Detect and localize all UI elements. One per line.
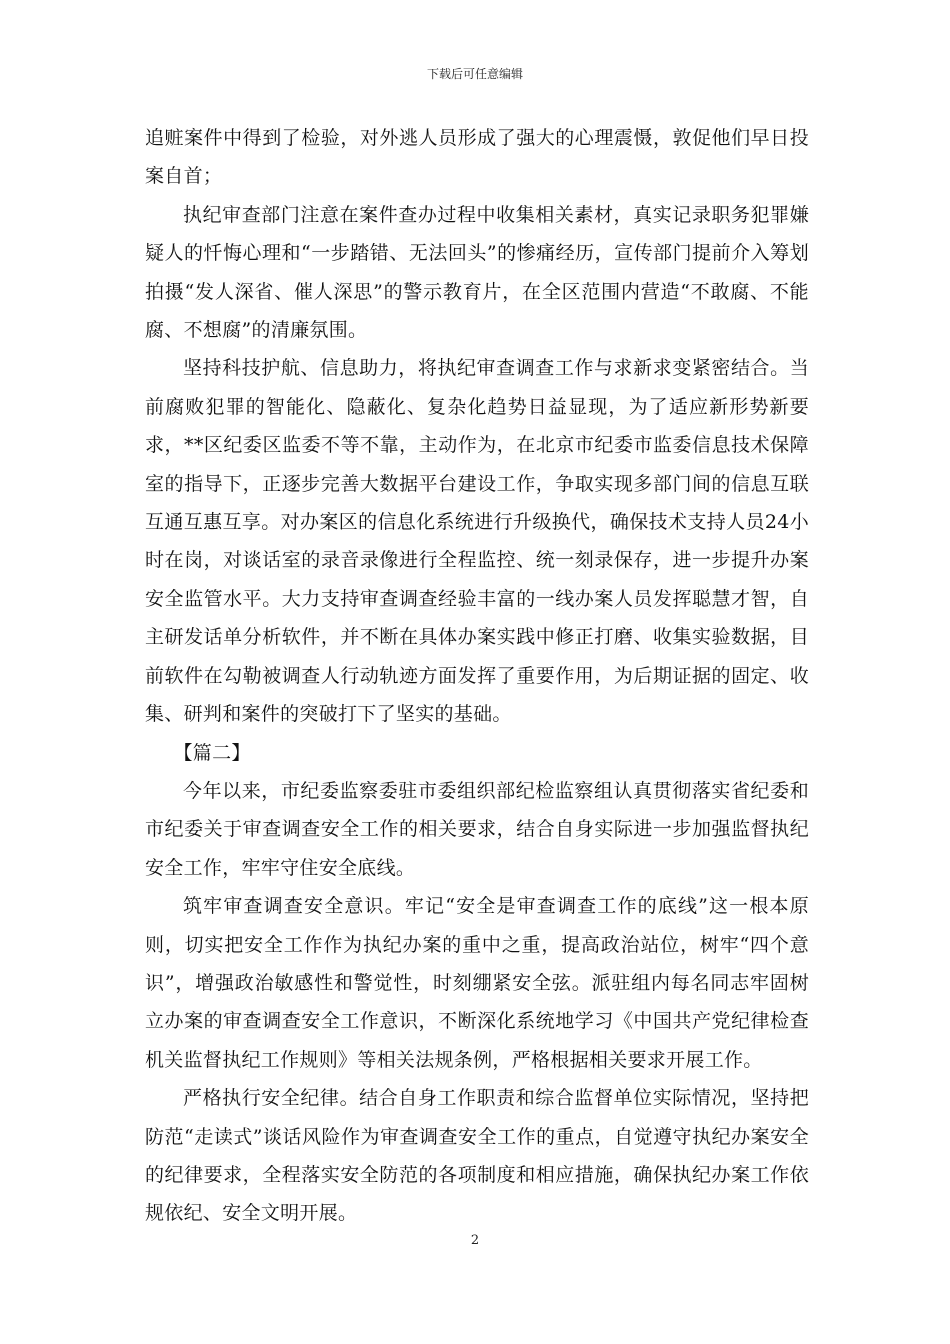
paragraph-safety-discipline: 严格执行安全纪律。结合自身工作职责和综合监督单位实际情况，坚持把防范“走读式”谈话风险作为审查调查安全工作的重点，自觉遵守执纪办案安全的纪律要求，全程落实安全防范的各项制度和相应措施，确保执纪办案工作依规依纪、安全文明开展。 <box>145 1087 809 1225</box>
paragraph-intro-part-two: 今年以来，市纪委监察委驻市委组织部纪检监察组认真贯彻落实省纪委和市纪委关于审查调查安全工作的相关要求，结合自身实际进一步加强监督执纪安全工作，牢牢守住安全底线。 <box>145 779 809 879</box>
section-title-part-two: 【篇二】 <box>173 741 251 764</box>
page-header: 下载后可任意编辑 <box>426 67 523 81</box>
paragraph-warning-education: 执纪审查部门注意在案件查办过程中收集相关素材，真实记录职务犯罪嫌疑人的忏悔心理和“一步踏错、无法回头”的惨痛经历，宣传部门提前介入筹划拍摄“发人深省、催人深思”的警示教育片，在全区范围内营造“不敢腐、不能腐、不想腐”的清廉氛围。 <box>145 203 809 342</box>
paragraph-continuation: 追赃案件中得到了检验，对外逃人员形成了强大的心理震慑，敦促他们早日投案自首； <box>145 127 809 188</box>
paragraph-safety-awareness: 筑牢审查调查安全意识。牢记“安全是审查调查工作的底线”这一根本原则，切实把安全工作作为执纪办案的重中之重，提高政治站位，树牢“四个意识”，增强政治敏感性和警觉性，时刻绷紧安全弦。派驻组内每名同志牢固树立办案的审查调查安全工作意识，不断深化系统地学习《中国共产党纪律检查机关监督执纪工作规则》等相关法规条例，严格根据相关要求开展工作。 <box>145 895 809 1071</box>
paragraph-technology-support: 坚持科技护航、信息助力，将执纪审查调查工作与求新求变紧密结合。当前腐败犯罪的智能化、隐蔽化、复杂化趋势日益显现，为了适应新形势新要求，**区纪委区监委不等不靠，主动作为，在北京市纪委市监委信息技术保障室的指导下，正逐步完善大数据平台建设工作，争取实现多部门间的信息互联互通互惠互享。对办案区的信息化系统进行升级换代，确保技术支持人员24小时在岗，对谈话室的录音录像进行全程监控、统一刻录保存，进一步提升办案安全监管水平。大力支持审查调查经验丰富的一线办案人员发挥聪慧才智，自主研发话单分析软件，并不断在具体办案实践中修正打磨、收集实验数据，目前软件在勾勒被调查人行动轨迹方面发挥了重要作用，为后期证据的固定、收集、研判和案件的突破打下了坚实的基础。 <box>145 357 809 726</box>
document-body <box>145 119 809 1233</box>
page-number: 2 <box>470 1233 480 1248</box>
